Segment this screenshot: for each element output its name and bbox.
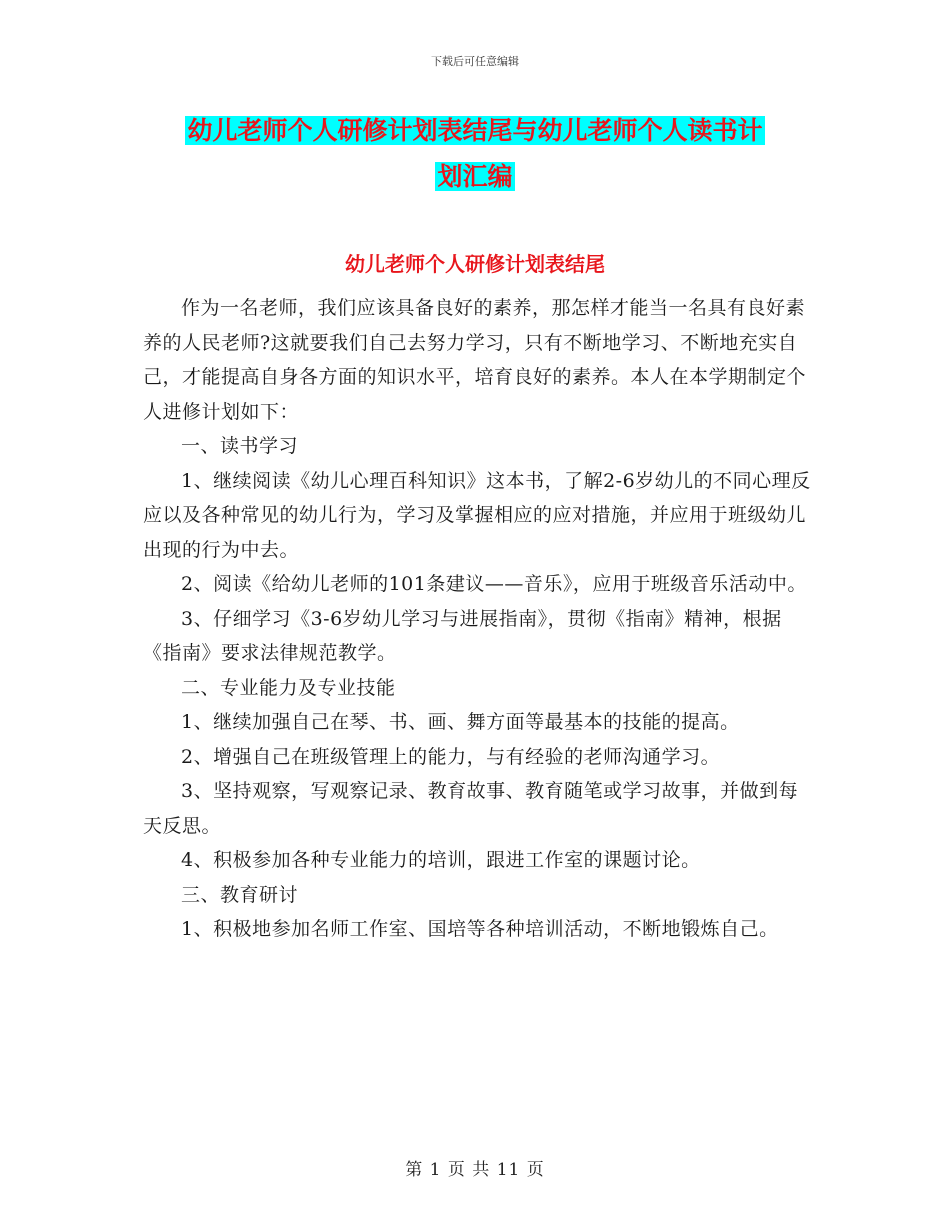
heading-research: 三、教育研讨: [181, 883, 299, 906]
paragraph-item: 2、增强自己在班级管理上的能力，与有经验的老师沟通学习。: [181, 745, 721, 768]
paragraph-item: 1、积极地参加名师工作室、国培等各种培训活动，不断地锻炼自己。: [181, 918, 779, 940]
paragraph-item: 1、继续阅读《幼儿心理百科知识》这本书，了解2-6岁幼儿的不同心理反应以及各种常见的幼儿行为，学习及掌握相应的应对措施，并应用于班级幼儿出现的行为中去。: [143, 469, 811, 561]
document-title: [0, 108, 950, 200]
paragraph-item: 1、继续加强自己在琴、书、画、舞方面等最基本的技能的提高。: [181, 711, 740, 733]
title-line-2: 划汇编: [437, 162, 513, 191]
page-header: 下载后可任意编辑: [431, 55, 519, 68]
paragraph-item: 2、阅读《给幼儿老师的101条建议——音乐》，应用于班级音乐活动中。: [181, 573, 807, 595]
document-body: [143, 291, 811, 947]
section-heading: 幼儿老师个人研修计划表结尾: [345, 252, 605, 276]
title-line-1: 幼儿老师个人研修计划表结尾与幼儿老师个人读书计: [187, 116, 763, 145]
paragraph-item: 4、积极参加各种专业能力的培训，跟进工作室的课题讨论。: [181, 849, 701, 871]
paragraph-intro: 作为一名老师，我们应该具备良好的素养，那怎样才能当一名具有良好素养的人民老师?这就要我们自己去努力学习，只有不断地学习、不断地充实自己，才能提高自身各方面的知识水平，培育良好的素养。本人在本学期制定个人进修计划如下：: [143, 297, 807, 423]
heading-skills: 二、专业能力及专业技能: [181, 676, 396, 699]
paragraph-item: 3、仔细学习《3-6岁幼儿学习与进展指南》，贯彻《指南》精神，根据《指南》要求法律规范教学。: [143, 607, 782, 664]
paragraph-item: 3、坚持观察，写观察记录、教育故事、教育随笔或学习故事，并做到每天反思。: [143, 780, 799, 837]
page-number: 第 1 页 共 11 页: [405, 1160, 545, 1180]
heading-reading: 一、读书学习: [181, 435, 299, 457]
